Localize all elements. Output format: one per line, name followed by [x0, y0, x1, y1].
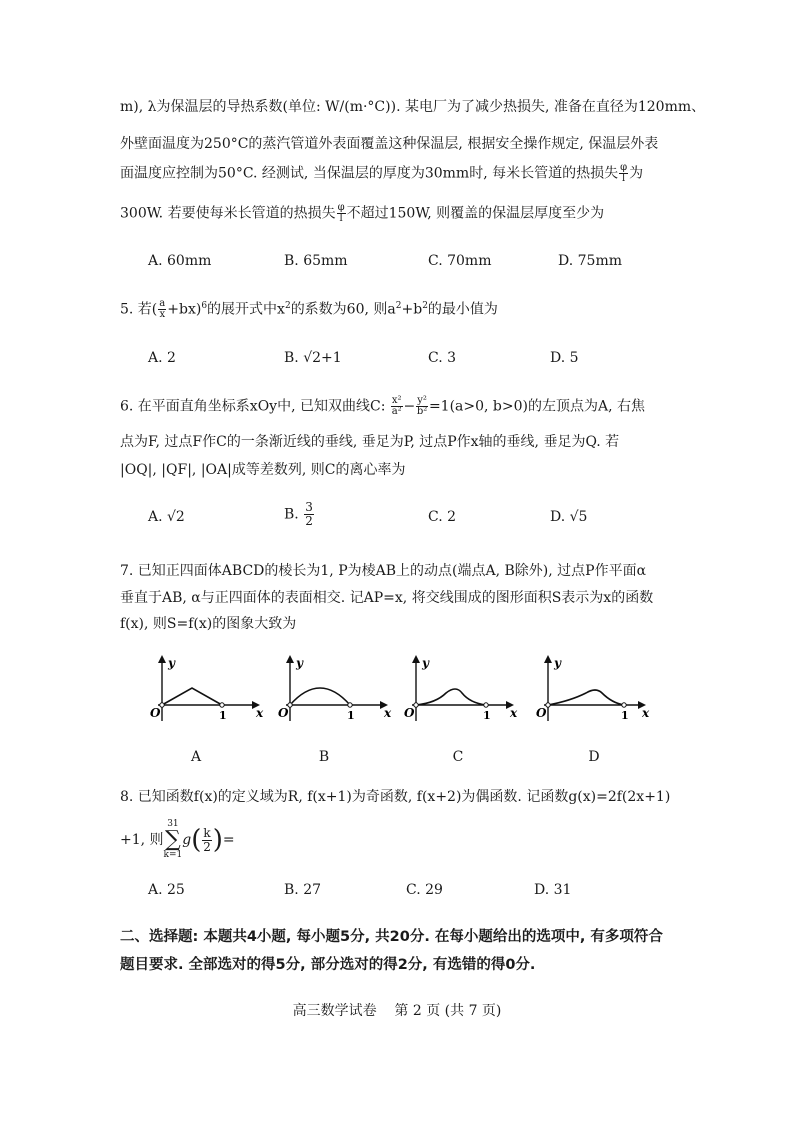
- tick-one-label: 1: [347, 709, 355, 722]
- frac-num: a: [159, 298, 166, 310]
- q8-stem-line-2: [120, 818, 235, 862]
- origin-label: O: [150, 706, 161, 720]
- q7-option-a-label[interactable]: A: [190, 749, 202, 765]
- frac-num: φ: [620, 162, 628, 173]
- axis-y-label: y: [554, 656, 561, 670]
- q4-option-a[interactable]: A. 60mm: [148, 253, 212, 269]
- q5-option-a[interactable]: A. 2: [148, 350, 176, 366]
- frac-num: φ: [337, 202, 345, 213]
- q6-stem-line-1: [120, 396, 645, 417]
- q6-stem-line-3: |OQ|, |QF|, |OA|成等差数列, 则C的离心率为: [120, 462, 406, 478]
- q6-option-d[interactable]: D. √5: [550, 509, 588, 525]
- origin-label: O: [404, 706, 415, 720]
- q6-option-c[interactable]: C. 2: [428, 509, 457, 525]
- q7-option-d-label[interactable]: D: [588, 749, 600, 765]
- q4-options: [148, 253, 708, 273]
- axis-x-label: x: [642, 706, 650, 720]
- axis-x-label: x: [384, 706, 392, 720]
- q5-rest3: +b: [401, 301, 423, 318]
- q7-graph-d: [534, 655, 654, 723]
- q4-line4-end: 不超过150W, 则覆盖的保温层厚度至少为: [346, 205, 605, 222]
- frac-num: x²: [391, 395, 402, 406]
- frac-den: b²: [416, 406, 428, 417]
- q8-line2-b: =: [222, 832, 235, 848]
- axis-y-label: y: [422, 656, 429, 670]
- q7-graph-b: [276, 655, 396, 723]
- q5-mid: +bx): [167, 301, 202, 318]
- right-paren: ): [212, 825, 223, 855]
- frac-num: 3: [305, 500, 313, 514]
- summation: [164, 820, 183, 860]
- section2-heading-line-2: 题目要求. 全部选对的得5分, 部分选对的得2分, 有选错的得0分.: [120, 957, 536, 973]
- q5-sup: 6: [201, 301, 208, 311]
- q6-option-b[interactable]: [284, 501, 315, 528]
- q5-sup2: 2: [284, 301, 291, 311]
- frac-den: l: [339, 213, 343, 224]
- q7-stem-line-2: 垂直于AB, α与正四面体的表面相交. 记AP=x, 将交线围成的图形面积S表示为x的函数: [120, 590, 654, 606]
- q8-line2-a: +1, 则: [120, 832, 164, 848]
- q5-option-b[interactable]: B. √2+1: [284, 350, 342, 366]
- axis-y-label: y: [296, 656, 303, 670]
- q4-text-line-1: m), λ为保温层的导热系数(单位: W/(m·°C)). 某电厂为了减少热损失, 准备在直径为120mm、: [120, 99, 706, 115]
- q7-stem-line-1: 7. 已知正四面体ABCD的棱长为1, P为棱AB上的动点(端点A, B除外), 过点P作平面α: [120, 563, 647, 579]
- q4-option-c[interactable]: C. 70mm: [428, 253, 492, 269]
- origin-label: O: [278, 706, 289, 720]
- frac-num: k: [203, 825, 211, 840]
- q8-option-c[interactable]: C. 29: [406, 882, 443, 898]
- axis-x-label: x: [510, 706, 518, 720]
- q8-options: [148, 882, 708, 902]
- tick-one-label: 1: [621, 709, 629, 722]
- axis-x-label: x: [256, 706, 264, 720]
- sum-symbol: ∑: [165, 827, 181, 852]
- tick-one-label: 1: [219, 709, 227, 722]
- q4-text-line-4: [120, 203, 604, 224]
- q7-option-c-label[interactable]: C: [452, 749, 464, 765]
- q6-stem-line-2: 点为F, 过点F作C的一条渐近线的垂线, 垂足为P, 过点P作x轴的垂线, 垂足为Q. 若: [120, 434, 620, 450]
- q8-option-a[interactable]: A. 25: [148, 882, 185, 898]
- q6-minus: −: [403, 398, 416, 415]
- q7-option-b-label[interactable]: B: [318, 749, 330, 765]
- k-over-2: [202, 827, 211, 854]
- q5-stem: [120, 297, 498, 320]
- frac-den: x: [159, 309, 166, 321]
- q8-stem-line-1: 8. 已知函数f(x)的定义域为R, f(x+1)为奇函数, f(x+2)为偶函数. 记函数g(x)=2f(2x+1): [120, 789, 671, 805]
- origin-label: O: [536, 706, 547, 720]
- q6-line1-b: =1(a>0, b>0)的左顶点为A, 右焦: [428, 398, 645, 415]
- q5-rest1: 的展开式中x: [207, 301, 285, 318]
- q4-line3-end: 为: [629, 165, 644, 182]
- left-paren: (: [191, 825, 202, 855]
- frac-den: 2: [305, 514, 313, 528]
- frac-num: y²: [417, 395, 427, 406]
- q4-text-line-3: [120, 163, 643, 184]
- q8-option-d[interactable]: D. 31: [534, 882, 572, 898]
- q6-options: [148, 500, 708, 529]
- q5-rest4: 的最小值为: [427, 301, 498, 318]
- g-function: g: [182, 832, 192, 848]
- q4-line3-text: 面温度应控制为50°C. 经测试, 当保温层的厚度为30mm时, 每米长管道的热损失: [120, 165, 619, 182]
- sum-lower: k=1: [163, 850, 183, 860]
- q8-option-b[interactable]: B. 27: [284, 882, 322, 898]
- q5-sup3: 2: [395, 301, 402, 311]
- q5-option-c[interactable]: C. 3: [428, 350, 457, 366]
- frac-den: 2: [203, 839, 211, 854]
- sum-upper: 31: [167, 819, 179, 829]
- frac-den: a²: [391, 406, 402, 417]
- q6-option-b-fraction: [304, 501, 314, 528]
- q6-option-b-label: B.: [284, 506, 299, 523]
- q5-sup4: 2: [422, 301, 428, 311]
- q5-fraction: [158, 299, 166, 320]
- frac-den: l: [622, 173, 626, 184]
- q5-option-d[interactable]: D. 5: [550, 350, 579, 366]
- tick-one-label: 1: [483, 709, 491, 722]
- q4-text-line-2: 外壁面温度为250°C的蒸汽管道外表面覆盖这种保温层, 根据安全操作规定, 保温层外表: [120, 136, 659, 152]
- q6-frac-x: [391, 396, 403, 417]
- q7-graph-a: [148, 655, 268, 723]
- q6-frac-y: [416, 396, 428, 417]
- q7-stem-line-3: f(x), 则S=f(x)的图象大致为: [120, 616, 297, 632]
- q6-option-a[interactable]: A. √2: [148, 509, 185, 525]
- q5-rest2: 的系数为60, 则a: [290, 301, 396, 318]
- heat-loss-fraction-2: [337, 203, 346, 224]
- page-footer: 高三数学试卷 第 2 页 (共 7 页): [292, 1003, 502, 1019]
- q4-line4-start: 300W. 若要使每米长管道的热损失: [120, 205, 336, 222]
- q6-line1-a: 6. 在平面直角坐标系xOy中, 已知双曲线C:: [120, 398, 390, 415]
- q5-options: [148, 350, 708, 370]
- axis-y-label: y: [168, 656, 175, 670]
- q7-graph-c: [402, 655, 522, 723]
- q5-prefix: 5. 若(: [120, 301, 158, 318]
- section2-heading-line-1: 二、选择题: 本题共4小题, 每小题5分, 共20分. 在每小题给出的选项中, 有多项符合: [120, 929, 663, 945]
- q4-option-b[interactable]: B. 65mm: [284, 253, 348, 269]
- q4-option-d[interactable]: D. 75mm: [558, 253, 622, 269]
- heat-loss-fraction: [619, 163, 628, 184]
